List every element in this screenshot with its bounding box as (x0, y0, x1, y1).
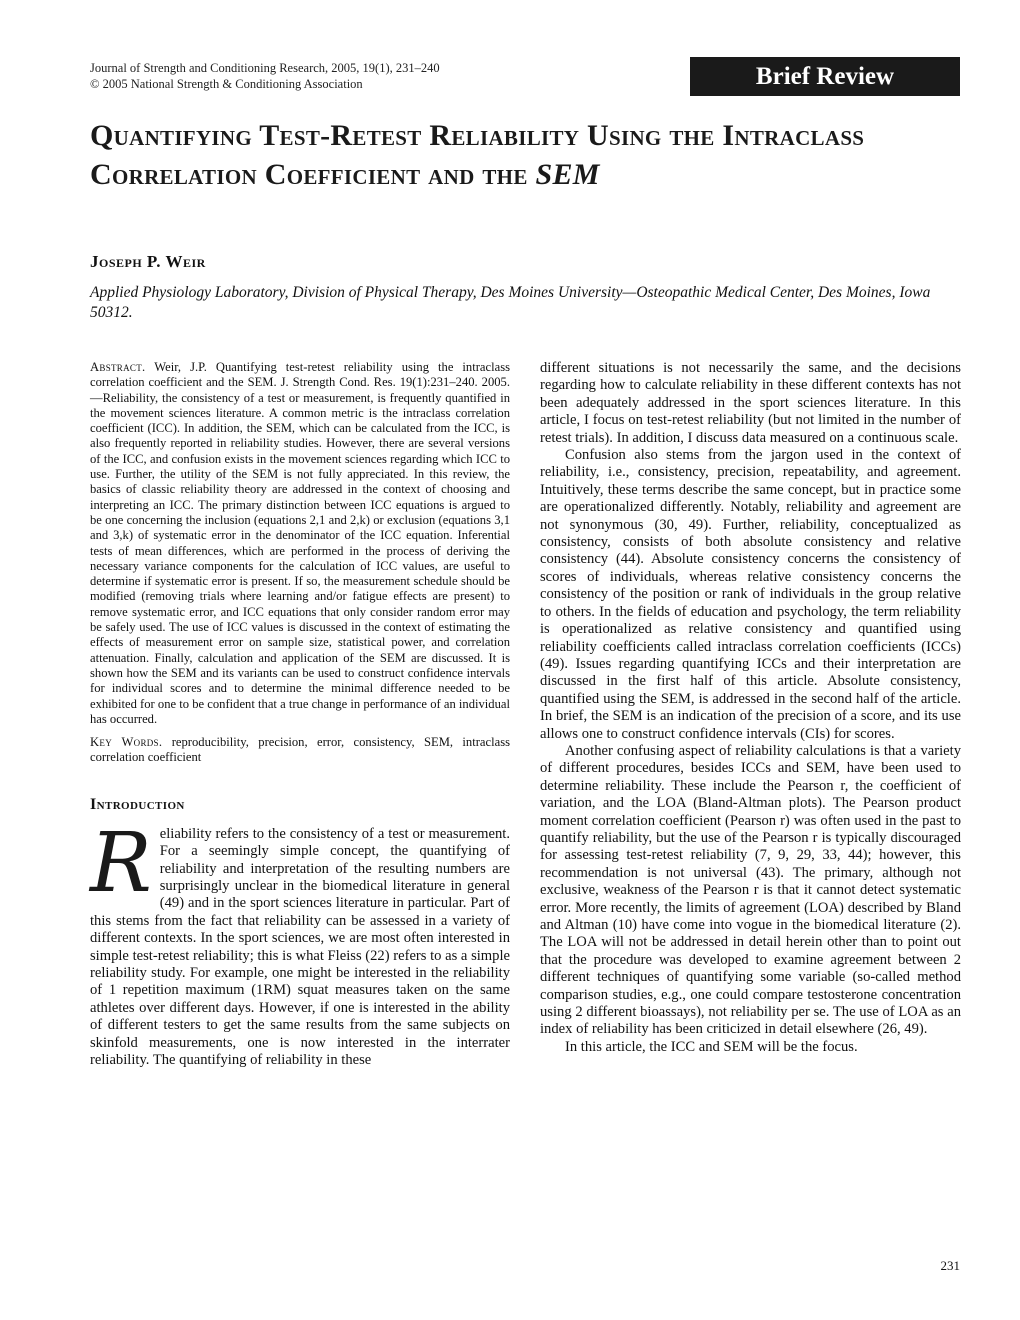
author-affiliation: Applied Physiology Laboratory, Division of Physical Therapy, Des Moines University—Osteopathic Medical Center, Des Moines, Iowa 50312. (90, 284, 931, 321)
right-column (540, 360, 961, 1056)
keywords (90, 735, 510, 766)
journal-line-2: © 2005 National Strength & Conditioning Association (90, 77, 363, 91)
introduction-text: eliability refers to the consistency of a test or measurement. For a seemingly simple concept, the quantifying of reliability and interpretation of the resulting numbers are surprisingly unclear in the biomedical literature in general (49) and in the sport sciences literature in particular. Part of this stems from the fact that reliability can be assessed in a variety of different contexts. In the sport sciences, we are most often interested in simple test-retest reliability; this is what Fleiss (22) refers to as a simple reliability study. For example, one might be interested in the reliability of 1 repetition maximum (1RM) squat measures taken on the same athletes over different days. However, if one is interested in the ability of different testers to get the same results from the same subjects on skinfold measurements, one is now interested in the interrater reliability. The quantifying of reliability in these (90, 825, 510, 1068)
title-sem: SEM (535, 158, 600, 191)
article-title (90, 116, 950, 194)
introduction-paragraph (90, 815, 510, 1070)
body-paragraph-4: In this article, the ICC and SEM will be the focus. (565, 1038, 858, 1055)
body-paragraph-1: different situations is not necessarily the same, and the decisions regarding how to calculate reliability in these different contexts has not been adequately addressed in the sport sciences literature. In this article, I focus on test-retest reliability (but not limited in the number of retest trials). In addition, I discuss data measured on a continuous scale. (540, 360, 961, 446)
left-column (90, 360, 510, 1069)
journal-line-1: Journal of Strength and Conditioning Research, 2005, 19(1), 231–240 (90, 61, 440, 75)
article-type-badge: Brief Review (690, 57, 960, 96)
introduction-heading: Introduction (90, 795, 185, 813)
keywords-label: Key Words. (90, 735, 163, 750)
title-main: Quantifying Test-Retest Reliability Using the Intraclass Correlation Coefficient and the (90, 119, 865, 191)
introduction-body (90, 815, 510, 1070)
page-number: 231 (940, 1258, 960, 1273)
journal-citation (90, 60, 440, 92)
abstract-label: Abstract. (90, 360, 146, 374)
abstract (90, 360, 510, 727)
author-name: Joseph P. Weir (90, 252, 206, 271)
body-paragraph-2: Confusion also stems from the jargon used in the context of reliability, i.e., consistency, precision, repeatability, and agreement. Intuitively, these terms describe the same concept, but in practice some are operationalized differently. Notably, reliability and agreement are not synonymous (30, 49). Further, reliability, conceptualized as consistency, consists of both absolute consistency and relative consistency (44). Absolute consistency concerns the consistency of scores of individuals, whereas relative consistency concerns the consistency of the position or rank of individuals in the group relative to others. In the fields of education and psychology, the term reliability is operationalized as relative consistency and quantified using reliability coefficients called intraclass correlation coefficients (ICCs) (49). Issues regarding quantifying ICCs and their interpretation are discussed in the first half of this article. Absolute consistency, quantified using the SEM, is addressed in the second half of the article. In brief, the SEM is an indication of the precision of a score, and its use allows one to construct confidence intervals (CIs) for scores. (540, 447, 961, 742)
body-paragraph-3: Another confusing aspect of reliability calculations is that a variety of different procedures, besides ICCs and SEM, have been used to determine reliability. These include the Pearson r, the coefficient of variation, and the LOA (Bland-Altman plots). The Pearson product moment correlation coefficient (Pearson r) was often used in the past to quantify reliability, but the use of the Pearson r is typically discouraged for assessing test-retest reliability (7, 9, 29, 33, 44); however, this recommendation is not universal (43). The primary, although not exclusive, weakness of the Pearson r is that it cannot detect systematic error. More recently, the limits of agreement (LOA) described by Bland and Altman (10) have come into vogue in the biomedical literature (2). The LOA will not be addressed in detail herein other than to point out that the procedure was developed to examine agreement between 2 different techniques of quantifying some variable (so-called method comparison studies, e.g., one could compare testosterone concentration using 2 different bioassays), not reliability per se. The use of LOA as an index of reliability has been criticized in detail elsewhere (26, 49). (540, 742, 961, 1038)
keywords-text: reproducibility, precision, error, consistency, SEM, intraclass correlation coefficient (90, 735, 510, 765)
drop-cap: R (90, 815, 152, 911)
abstract-text: Weir, J.P. Quantifying test-retest reliability using the intraclass correlation coefficient and the SEM. J. Strength Cond. Res. 19(1):231–240. 2005.—Reliability, the consistency of a test or measurement, is frequently quantified in the movement sciences literature. A common metric is the intraclass correlation coefficient (ICC). In addition, the SEM, which can be calculated from the ICC, is also frequently reported in reliability studies. However, there are several versions of the ICC, and confusion exists in the movement sciences regarding which ICC to use. Further, the utility of the SEM is not fully appreciated. In this review, the basics of classic reliability theory are addressed in the context of choosing and interpreting an ICC. The primary distinction between ICC equations is argued to be one concerning the inclusion (equations 2,1 and 2,k) or exclusion (equations 3,1 and 3,k) of systematic error in the denominator of the ICC equation. Inferential tests of mean differences, which are performed in the process of deriving the necessary variance components for the calculation of ICC values, are useful to determine if systematic error is present. If so, the measurement schedule should be modified (removing trials where learning and/or fatigue effects are present) to remove systematic error, and ICC equations that only consider random error may be safely used. The use of ICC values is discussed in the context of estimating the effects of measurement error on sample size, statistical power, and correlation attenuation. Finally, calculation and application of the SEM are discussed. It is shown how the SEM and its variants can be used to construct confidence intervals for individual scores and to determine the minimal difference needed to be exhibited for one to be confident that a true change in performance of an individual has occurred. (90, 360, 510, 726)
